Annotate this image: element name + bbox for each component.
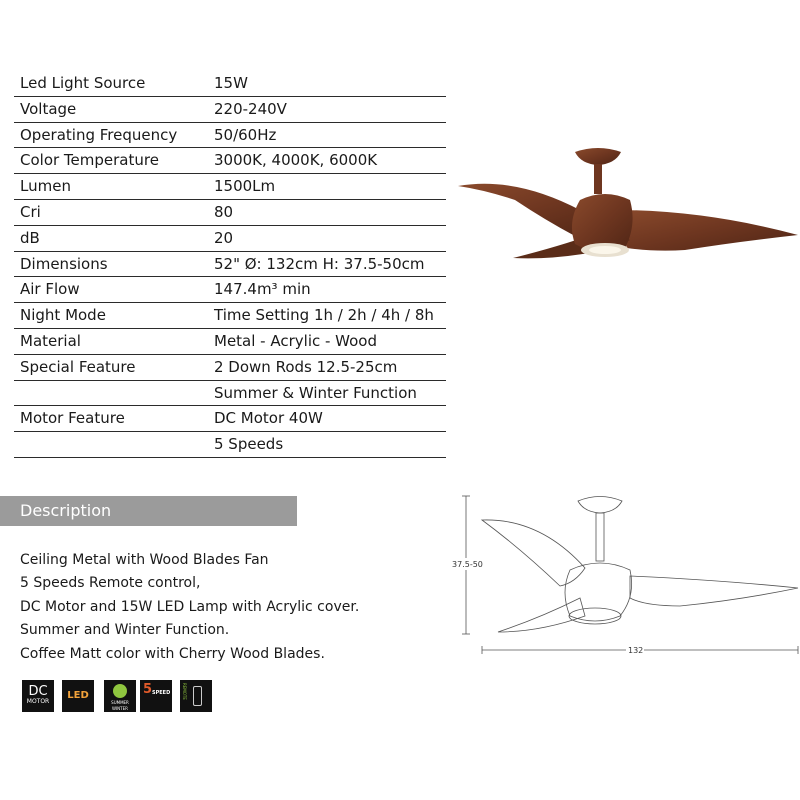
description-line: DC Motor and 15W LED Lamp with Acrylic cover. — [20, 598, 360, 615]
spec-row — [14, 277, 446, 303]
spec-key: Special Feature — [20, 357, 136, 376]
height-dimension-label: 37.5-50 — [452, 560, 483, 569]
spec-row — [14, 226, 446, 252]
spec-row — [14, 71, 446, 97]
speed-label: SPEED — [152, 690, 171, 696]
spec-value: 1500Lm — [214, 177, 276, 196]
led-badge-text: LED — [67, 690, 89, 701]
spec-value: 220-240V — [214, 99, 287, 118]
summer-winter-icon — [104, 680, 136, 712]
spec-value: 2 Down Rods 12.5-25cm — [214, 357, 398, 376]
spec-key: Motor Feature — [20, 409, 125, 428]
description-list — [20, 549, 359, 666]
spec-value: DC Motor 40W — [214, 409, 323, 428]
spec-value: 15W — [214, 74, 248, 92]
spec-key: Material — [20, 331, 81, 350]
summer-badge-text: SUMMER WINTER — [111, 700, 129, 711]
description-line: Ceiling Metal with Wood Blades Fan — [20, 552, 269, 568]
spec-key: Lumen — [20, 177, 71, 196]
speed-number: 5 — [143, 682, 153, 697]
spec-value: 52" Ø: 132cm H: 37.5-50cm — [214, 254, 425, 273]
spec-value: 80 — [214, 202, 234, 221]
spec-value: Metal - Acrylic - Wood — [214, 331, 378, 350]
spec-row — [14, 432, 446, 458]
spec-row — [14, 303, 446, 329]
spec-row — [14, 381, 446, 407]
spec-value: 50/60Hz — [214, 125, 277, 144]
description-title: Description — [20, 501, 112, 520]
description-line: Summer and Winter Function. — [20, 622, 230, 639]
description-line: 5 Speeds Remote control, — [20, 575, 201, 592]
spec-row — [14, 148, 446, 174]
spec-value: 5 Speeds — [214, 435, 284, 454]
dc-motor-icon — [22, 680, 54, 712]
spec-row — [14, 355, 446, 381]
fan-photo — [455, 140, 800, 280]
description-line: Coffee Matt color with Cherry Wood Blades. — [20, 645, 325, 662]
description-banner — [0, 496, 297, 526]
spec-row — [14, 329, 446, 355]
spec-value: 147.4m³ min — [214, 280, 311, 299]
fan-drawing — [440, 488, 800, 658]
remote-label: REMOTE — [182, 683, 187, 700]
dc-badge-subtext: MOTOR — [26, 698, 50, 705]
spec-row — [14, 406, 446, 432]
spec-key: Color Temperature — [20, 151, 159, 170]
spec-key: Operating Frequency — [20, 125, 178, 144]
spec-row — [14, 252, 446, 278]
spec-value: Time Setting 1h / 2h / 4h / 8h — [214, 306, 434, 325]
dc-badge-text: DC — [28, 684, 48, 699]
led-icon — [62, 680, 94, 712]
spec-table — [14, 71, 446, 458]
width-dimension-label: 132 — [628, 646, 644, 655]
spec-row — [14, 200, 446, 226]
spec-key: Night Mode — [20, 306, 106, 325]
spec-value: 20 — [214, 228, 234, 247]
spec-row — [14, 123, 446, 149]
spec-row — [14, 97, 446, 123]
speed-icon — [140, 680, 172, 712]
spec-row — [14, 174, 446, 200]
spec-key: Air Flow — [20, 280, 80, 299]
spec-key: Led Light Source — [20, 74, 146, 92]
remote-control-icon — [180, 680, 212, 712]
spec-key: Dimensions — [20, 254, 108, 273]
spec-value: Summer & Winter Function — [214, 383, 417, 402]
spec-key: Cri — [20, 202, 41, 221]
spec-key: dB — [20, 228, 40, 247]
spec-value: 3000K, 4000K, 6000K — [214, 151, 378, 170]
spec-key: Voltage — [20, 99, 77, 118]
